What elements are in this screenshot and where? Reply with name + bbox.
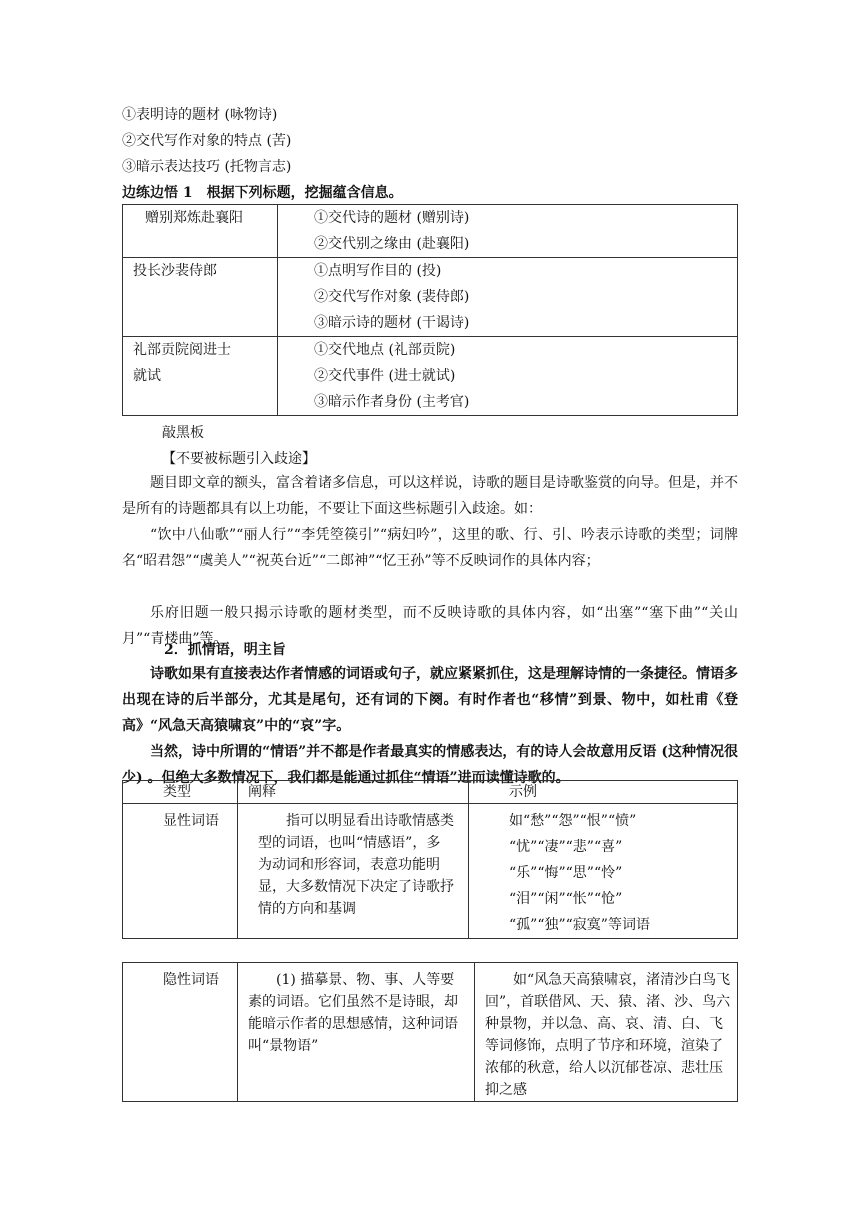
example-line: “乐”“悔”“思”“怜” <box>509 865 623 881</box>
info-point: ②交代别之缘由 (赴襄阳) <box>314 236 470 252</box>
info-point: ①点明写作目的 (投) <box>314 263 442 279</box>
column-header: 类型 <box>123 781 238 804</box>
paragraph: 题目即文章的额头，富含着诸多信息，可以这样说，诗歌的题目是诗歌鉴赏的向导。但是，并不是所有的诗题都具有以上功能，不要让下面这些标题引入歧途。如： <box>122 475 738 517</box>
paragraph: 乐府旧题一般只揭示诗歌的题材类型，而不反映诗歌的具体内容，如“出塞”“塞下曲”“关山月”“青楼曲”等。 <box>122 605 738 647</box>
example-line: “孤”“独”“寂寞”等词语 <box>509 917 650 933</box>
bold-paragraph: 当然，诗中所谓的“情语”并不都是作者最真实的情感表达，有的诗人会故意用反语 (这种情况很少) 。但绝大多数情况下，我们都是能通过抓住“情语”进而读懂诗歌的。 <box>122 744 738 786</box>
intro-line: ①表明诗的题材 (咏物诗) <box>122 107 278 123</box>
info-point: ①交代地点 (礼部贡院) <box>314 342 456 358</box>
table-row <box>123 205 738 258</box>
column-header: 示例 <box>469 781 738 804</box>
emotion-words-table <box>122 780 738 939</box>
table-row <box>123 258 738 337</box>
info-point: ③暗示作者身份 (主考官) <box>314 394 470 410</box>
table-header-row <box>123 781 738 804</box>
poem-title: 投长沙裴侍郎 <box>133 263 217 279</box>
paragraph: “饮中八仙歌”“丽人行”“李凭箜篌引”“病妇吟”，这里的歌、行、引、吟表示诗歌的类型；词牌名“昭君怨”“虞美人”“祝英台近”“二郎神”“忆王孙”等不反映词作的具体内容； <box>122 527 738 569</box>
explanation: (1) 描摹景、物、事、人等要素的词语。它们虽然不是诗眼，却能暗示作者的思想感情，这种词语叫“景物语” <box>248 972 458 1054</box>
info-point: ①交代诗的题材 (赠别诗) <box>314 210 470 226</box>
example-line: “泪”“闲”“怅”“怆” <box>509 891 623 907</box>
info-point: ③暗示诗的题材 (干谒诗) <box>314 315 470 331</box>
example-text: 如“风急天高猿啸哀，渚清沙白鸟飞回”，首联借风、天、猿、渚、沙、鸟六种景物，并以急、高、哀、清、白、飞等词修饰，点明了节序和环境，渲染了浓郁的秋意，给人以沉郁苍凉、悲壮压抑之感 <box>485 972 731 1098</box>
explanation: 指可以明显看出诗歌情感类型的词语，也叫“情感语”，多为动词和形容词，表意功能明显，大多数情况下决定了诗歌抒情的方向和基调 <box>258 813 454 917</box>
example-line: 如“愁”“怨”“恨”“愤” <box>509 813 637 829</box>
poem-title: 赠别郑炼赴襄阳 <box>145 210 243 226</box>
column-header: 阐释 <box>238 781 469 804</box>
poem-title: 礼部贡院阅进士 <box>133 342 231 358</box>
exercise-title: 边练边悟 1 根据下列标题，挖掘蕴含信息。 <box>122 185 403 201</box>
intro-line: ③暗示表达技巧 (托物言志) <box>122 159 292 175</box>
warning-heading: 【不要被标题引入歧途】 <box>162 451 316 467</box>
example-line: “忧”“凄”“悲”“喜” <box>509 839 623 855</box>
implicit-words-table <box>122 962 738 1102</box>
info-point: ②交代事件 (进士就试) <box>314 368 456 384</box>
section-heading: 2．抓情语，明主旨 <box>164 642 286 658</box>
intro-line: ②交代写作对象的特点 (苦) <box>122 133 292 149</box>
table-row <box>123 963 738 1102</box>
word-type: 显性词语 <box>123 804 238 939</box>
bold-paragraph: 诗歌如果有直接表达作者情感的词语或句子，就应紧紧抓住，这是理解诗情的一条捷径。情语多出现在诗的后半部分，尤其是尾句，还有词的下阕。有时作者也“移情”到景、物中，如杜甫《登高》“风急天高猿啸哀”中的“哀”字。 <box>122 666 738 734</box>
poem-title: 就试 <box>133 368 161 384</box>
word-type: 隐性词语 <box>123 963 238 1102</box>
title-analysis-table <box>122 204 738 416</box>
blackboard-label: 敲黑板 <box>162 425 204 441</box>
table-row <box>123 337 738 416</box>
info-point: ②交代写作对象 (裴侍郎) <box>314 289 470 305</box>
table-row <box>123 804 738 939</box>
